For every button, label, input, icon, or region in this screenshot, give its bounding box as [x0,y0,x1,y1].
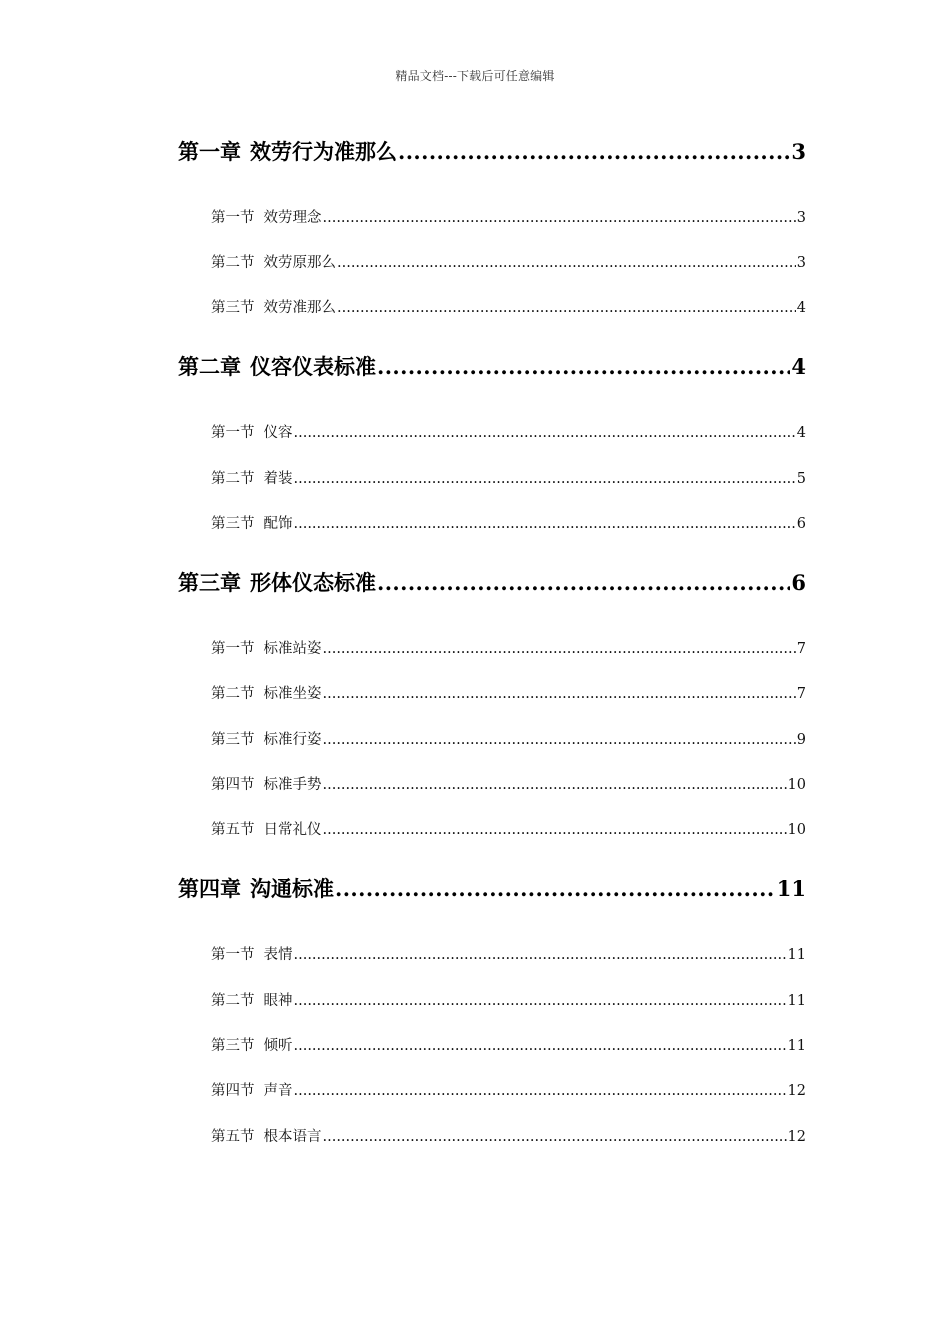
dot-leader [294,425,796,441]
section-page-number: 7 [796,641,806,657]
section-page-number: 4 [796,425,806,441]
section-page-number: 3 [796,255,806,271]
dot-leader [323,686,796,702]
chapter-title: 仪容仪表标准 [250,354,376,379]
toc-section-3-2[interactable] [211,682,806,704]
section-title: 眼神 [263,993,293,1009]
section-page-number: 9 [796,732,806,748]
dot-leader [335,876,776,901]
section-number: 第二节 [211,686,255,702]
section-number: 第三节 [211,1038,255,1054]
section-page-number: 7 [796,686,806,702]
dot-leader [323,1129,787,1145]
section-title: 着装 [263,471,293,487]
toc-section-3-4[interactable] [211,773,806,795]
toc-chapter-4[interactable] [178,873,806,901]
dot-leader [337,255,796,271]
dot-leader [323,822,787,838]
section-number: 第一节 [211,425,255,441]
section-page-number: 3 [796,210,806,226]
section-page-number: 10 [787,777,806,793]
dot-leader [294,993,787,1009]
section-number: 第五节 [211,822,255,838]
chapter-number: 第三章 [178,570,241,595]
chapter-page-number: 6 [791,570,806,595]
toc-section-4-4[interactable] [211,1079,806,1101]
section-number: 第二节 [211,993,255,1009]
dot-leader [294,947,787,963]
dot-leader [294,1083,787,1099]
section-page-number: 12 [787,1129,806,1145]
chapter-title: 沟通标准 [250,876,334,901]
section-title: 倾听 [263,1038,293,1054]
toc-chapter-2[interactable] [178,351,806,379]
chapter-number: 第四章 [178,876,241,901]
dot-leader [377,570,790,595]
section-title: 效劳原那么 [263,255,336,271]
section-page-number: 11 [787,947,806,963]
section-number: 第二节 [211,471,255,487]
section-title: 效劳理念 [263,210,322,226]
toc-section-4-2[interactable] [211,989,806,1011]
section-title: 效劳准那么 [263,300,336,316]
dot-leader [323,641,796,657]
section-title: 表情 [263,947,293,963]
dot-leader [323,210,796,226]
chapter-number: 第一章 [178,139,241,164]
dot-leader [323,732,796,748]
section-title: 标准手势 [263,777,322,793]
dot-leader [377,354,790,379]
section-number: 第五节 [211,1129,255,1145]
dot-leader [337,300,796,316]
toc-section-1-1[interactable] [211,206,806,228]
toc-section-3-1[interactable] [211,637,806,659]
toc-section-2-2[interactable] [211,467,806,489]
dot-leader [398,139,790,164]
section-title: 配饰 [263,516,293,532]
chapter-page-number: 4 [791,354,806,379]
chapter-page-number: 3 [791,139,806,164]
section-number: 第三节 [211,732,255,748]
section-title: 声音 [263,1083,293,1099]
section-page-number: 5 [796,471,806,487]
chapter-number: 第二章 [178,354,241,379]
toc-section-1-3[interactable] [211,296,806,318]
section-title: 标准站姿 [263,641,322,657]
section-number: 第三节 [211,300,255,316]
toc-section-3-3[interactable] [211,728,806,750]
dot-leader [294,516,796,532]
section-number: 第一节 [211,210,255,226]
section-number: 第四节 [211,777,255,793]
toc-section-4-1[interactable] [211,943,806,965]
dot-leader [294,1038,787,1054]
dot-leader [323,777,787,793]
section-title: 标准行姿 [263,732,322,748]
toc-section-3-5[interactable] [211,818,806,840]
page-header: 精品文档---下载后可任意编辑 [395,69,555,83]
toc-section-1-2[interactable] [211,251,806,273]
section-title: 根本语言 [263,1129,322,1145]
section-title: 标准坐姿 [263,686,322,702]
toc-chapter-3[interactable] [178,567,806,595]
section-page-number: 11 [787,993,806,1009]
section-page-number: 11 [787,1038,806,1054]
section-page-number: 12 [787,1083,806,1099]
section-page-number: 6 [796,516,806,532]
toc-section-2-3[interactable] [211,512,806,534]
section-title: 日常礼仪 [263,822,322,838]
section-page-number: 4 [796,300,806,316]
chapter-page-number: 11 [776,876,806,901]
chapter-title: 形体仪态标准 [250,570,376,595]
section-number: 第一节 [211,947,255,963]
section-title: 仪容 [263,425,293,441]
section-number: 第二节 [211,255,255,271]
toc-chapter-1[interactable] [178,136,806,164]
toc-section-4-5[interactable] [211,1125,806,1147]
section-number: 第一节 [211,641,255,657]
section-page-number: 10 [787,822,806,838]
chapter-title: 效劳行为准那么 [250,139,397,164]
section-number: 第三节 [211,516,255,532]
toc-section-2-1[interactable] [211,421,806,443]
toc-section-4-3[interactable] [211,1034,806,1056]
dot-leader [294,471,796,487]
section-number: 第四节 [211,1083,255,1099]
